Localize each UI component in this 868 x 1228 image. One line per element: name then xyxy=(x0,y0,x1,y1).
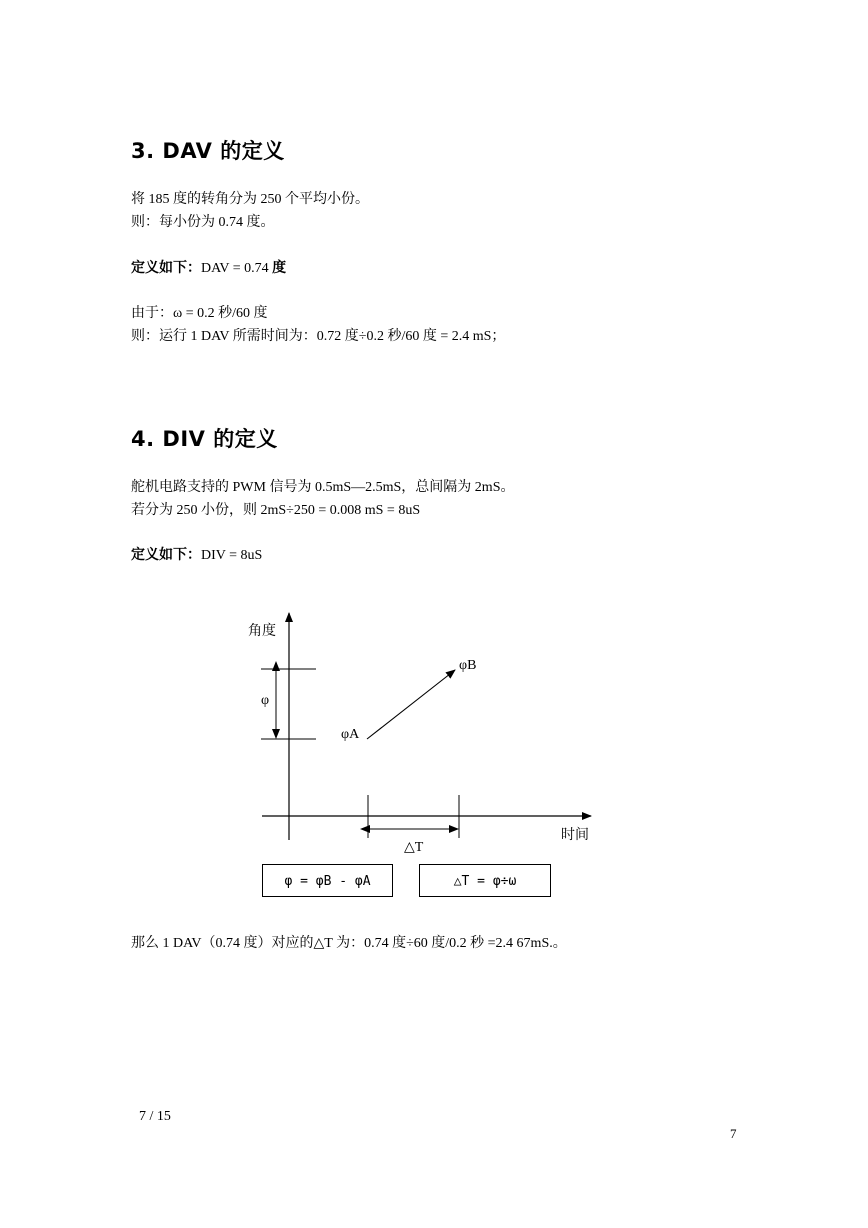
phi-a-to-phi-b-arrow xyxy=(367,670,455,739)
section-3-heading: 3. DAV 的定义 xyxy=(131,139,285,163)
section-3-line-2: 则：每小份为 0.74 度。 xyxy=(131,215,275,230)
definition-unit: 度 xyxy=(272,261,287,276)
page-fraction: 7 / 15 xyxy=(139,1109,171,1124)
delta-t-label: △T xyxy=(404,840,424,855)
formula-phi-box xyxy=(262,864,393,897)
formula-delta-t: △T = φ÷ω xyxy=(453,874,517,889)
section-3-line-4: 则：运行 1 DAV 所需时间为：0.72 度÷0.2 秒/60 度 = 2.4 mS； xyxy=(131,329,506,344)
phi-b-label: φB xyxy=(459,658,477,673)
definition-value: DIV = 8uS xyxy=(201,548,263,563)
definition-value: DAV = 0.74 xyxy=(201,261,269,276)
section-3-line-1: 将 185 度的转角分为 250 个平均小份。 xyxy=(131,192,369,207)
formula-delta-t-box xyxy=(419,864,551,897)
conclusion-text: 那么 1 DAV（0.74 度）对应的△T 为：0.74 度÷60 度/0.2 秒 =2.4 67mS.。 xyxy=(131,936,567,951)
y-axis-label: 角度 xyxy=(248,624,276,639)
section-4-line-2: 若分为 250 小份，则 2mS÷250 = 0.008 mS = 8uS xyxy=(131,503,421,518)
phi-a-label: φA xyxy=(341,727,360,742)
x-axis-label: 时间 xyxy=(561,828,589,843)
definition-label: 定义如下： xyxy=(131,261,201,276)
section-3-line-3: 由于：ω = 0.2 秒/60 度 xyxy=(131,306,268,321)
phi-label: φ xyxy=(261,693,270,708)
section-4-line-1: 舵机电路支持的 PWM 信号为 0.5mS—2.5mS，总间隔为 2mS。 xyxy=(131,480,515,495)
section-4-heading: 4. DIV 的定义 xyxy=(131,427,278,451)
formula-phi: φ = φB - φA xyxy=(284,874,371,889)
definition-label: 定义如下： xyxy=(131,548,201,563)
page-number: 7 xyxy=(730,1126,737,1141)
